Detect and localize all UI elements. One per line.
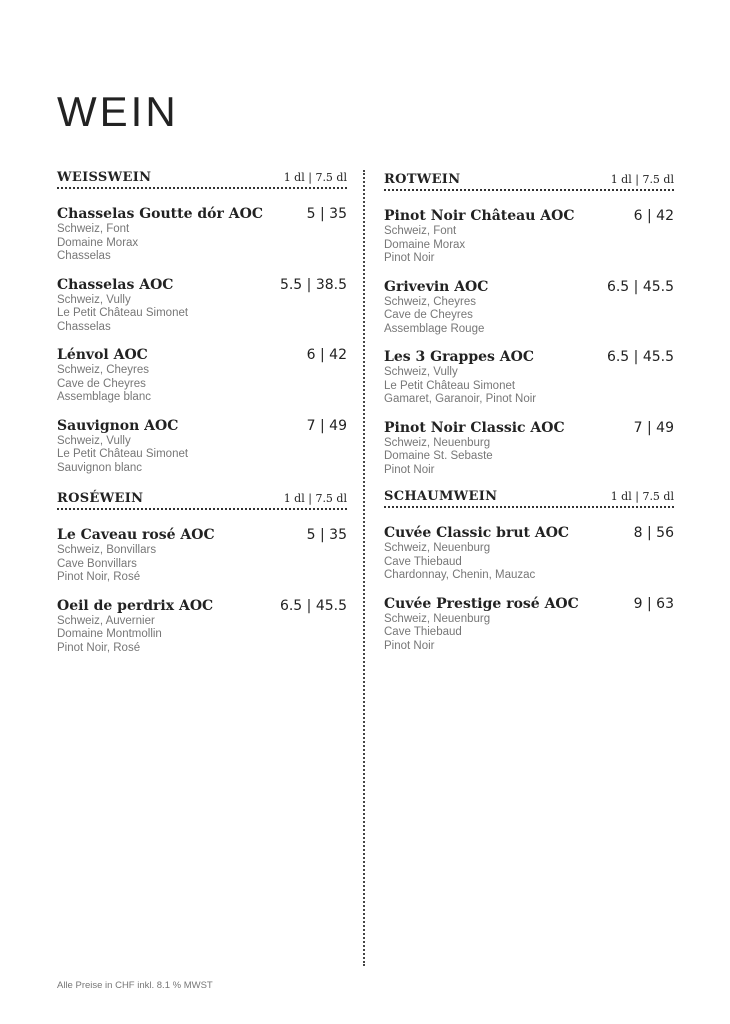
- wine-price: 5.5 | 38.5: [279, 276, 347, 293]
- wine-item-header: [384, 279, 674, 296]
- wine-price: 7 | 49: [306, 417, 347, 434]
- wine-price: 6 | 42: [633, 208, 674, 224]
- wine-price: 5 | 35: [306, 527, 347, 543]
- wine-name: Lénvol AOC: [57, 347, 148, 363]
- wine-detail: Cave Thiebaud: [384, 626, 462, 638]
- wine-detail: Schweiz, Auvernier: [57, 614, 155, 627]
- wine-detail: Le Petit Château Simonet: [57, 307, 189, 319]
- wine-item-header: [384, 525, 674, 542]
- wine-detail: Chasselas: [57, 320, 111, 333]
- wine-item-header: [384, 420, 674, 437]
- wine-detail: Gamaret, Garanoir, Pinot Noir: [384, 393, 537, 405]
- wine-detail: Domaine St. Sebaste: [384, 450, 493, 462]
- wine-detail: Pinot Noir, Rosé: [57, 571, 141, 583]
- wine-item: [384, 349, 674, 407]
- wine-detail: Assemblage Rouge: [384, 322, 485, 335]
- wine-price: 8 | 56: [633, 525, 674, 541]
- wine-detail: Schweiz, Neuenburg: [384, 542, 491, 554]
- section-rotwein: [384, 172, 674, 490]
- wine-name: Le Caveau rosé AOC: [57, 527, 215, 543]
- wine-name: Chasselas AOC: [57, 276, 174, 293]
- wine-item: [57, 527, 347, 585]
- wine-item: [57, 418, 347, 476]
- wine-item: [384, 420, 674, 478]
- section-title: SCHAUMWEIN: [384, 489, 498, 504]
- wine-detail: Schweiz, Vully: [384, 366, 458, 378]
- wine-detail: Chasselas: [57, 250, 111, 262]
- wine-item: [384, 525, 674, 583]
- wine-detail: Cave de Cheyres: [57, 377, 146, 390]
- wine-item-header: [57, 418, 347, 435]
- section-title: ROTWEIN: [384, 172, 461, 187]
- wine-item: [384, 208, 674, 266]
- section-units: 1 dl | 7.5 dl: [610, 173, 674, 186]
- wine-item: [57, 277, 347, 335]
- wine-item-header: [384, 349, 674, 366]
- page-title: WEIN: [57, 88, 179, 135]
- wine-detail: Cave Bonvillars: [57, 557, 137, 570]
- wine-detail: Domaine Morax: [384, 238, 466, 251]
- wine-name: Cuvée Classic brut AOC: [384, 525, 570, 541]
- wine-detail: Assemblage blanc: [57, 391, 151, 403]
- section-weisswein: [57, 170, 347, 488]
- wine-detail: Le Petit Château Simonet: [57, 448, 189, 460]
- wine-item-header: [384, 596, 674, 613]
- wine-detail: Le Petit Château Simonet: [384, 379, 516, 392]
- wine-item-header: [57, 527, 347, 544]
- section-units: 1 dl | 7.5 dl: [283, 492, 347, 505]
- section-header: [384, 489, 674, 508]
- wine-detail: Schweiz, Font: [384, 225, 457, 237]
- wine-item-header: [57, 206, 347, 223]
- section-header: [57, 491, 347, 510]
- wine-name: Grivevin AOC: [384, 278, 489, 295]
- wine-detail: Pinot Noir: [384, 252, 435, 264]
- wine-detail: Domaine Montmollin: [57, 628, 162, 640]
- wine-item: [57, 347, 347, 405]
- section-header: [384, 172, 674, 191]
- wine-name: Cuvée Prestige rosé AOC: [384, 595, 579, 612]
- wine-item: [384, 596, 674, 654]
- footer-note: Alle Preise in CHF inkl. 8.1 % MWST: [57, 980, 213, 991]
- section-title: ROSÉWEIN: [57, 491, 144, 506]
- wine-detail: Sauvignon blanc: [57, 461, 143, 474]
- section-units: 1 dl | 7.5 dl: [610, 490, 674, 503]
- wine-name: Sauvignon AOC: [57, 417, 179, 434]
- wine-detail: Schweiz, Font: [57, 223, 130, 235]
- wine-price: 5 | 35: [306, 206, 347, 222]
- wine-price: 6.5 | 45.5: [606, 349, 674, 365]
- wine-item-header: [57, 598, 347, 615]
- wine-price: 7 | 49: [633, 419, 674, 436]
- section-header: [57, 170, 347, 189]
- wine-detail: Cave de Cheyres: [384, 309, 473, 321]
- wine-detail: Schweiz, Vully: [57, 434, 131, 447]
- wine-detail: Chardonnay, Chenin, Mauzac: [384, 569, 536, 581]
- wine-detail: Cave Thiebaud: [384, 555, 462, 568]
- wine-price: 6 | 42: [306, 347, 347, 363]
- wine-detail: Schweiz, Cheyres: [384, 295, 477, 308]
- column-divider: [363, 170, 365, 966]
- wine-detail: Schweiz, Vully: [57, 293, 131, 306]
- wine-detail: Pinot Noir, Rosé: [57, 641, 141, 654]
- wine-item: [57, 598, 347, 656]
- wine-name: Les 3 Grappes AOC: [384, 349, 534, 365]
- wine-detail: Schweiz, Bonvillars: [57, 544, 157, 556]
- wine-name: Chasselas Goutte dór AOC: [57, 206, 263, 222]
- wine-name: Oeil de perdrix AOC: [57, 597, 214, 614]
- wine-price: 9 | 63: [633, 595, 674, 612]
- section-rosewein: [57, 491, 347, 668]
- wine-item: [384, 279, 674, 337]
- wine-detail: Schweiz, Neuenburg: [384, 612, 491, 625]
- section-units: 1 dl | 7.5 dl: [283, 171, 347, 184]
- wine-item-header: [57, 277, 347, 294]
- section-title: WEISSWEIN: [57, 170, 152, 185]
- wine-name: Pinot Noir Château AOC: [384, 208, 575, 224]
- wine-price: 6.5 | 45.5: [606, 278, 674, 295]
- section-schaumwein: [384, 489, 674, 666]
- wine-detail: Schweiz, Cheyres: [57, 364, 150, 376]
- wine-detail: Pinot Noir: [384, 639, 435, 652]
- wine-item: [57, 206, 347, 264]
- wine-detail: Domaine Morax: [57, 236, 139, 249]
- wine-item-header: [384, 208, 674, 225]
- wine-detail: Schweiz, Neuenburg: [384, 436, 491, 449]
- wine-name: Pinot Noir Classic AOC: [384, 419, 565, 436]
- wine-item-header: [57, 347, 347, 364]
- wine-detail: Pinot Noir: [384, 463, 435, 476]
- wine-price: 6.5 | 45.5: [279, 597, 347, 614]
